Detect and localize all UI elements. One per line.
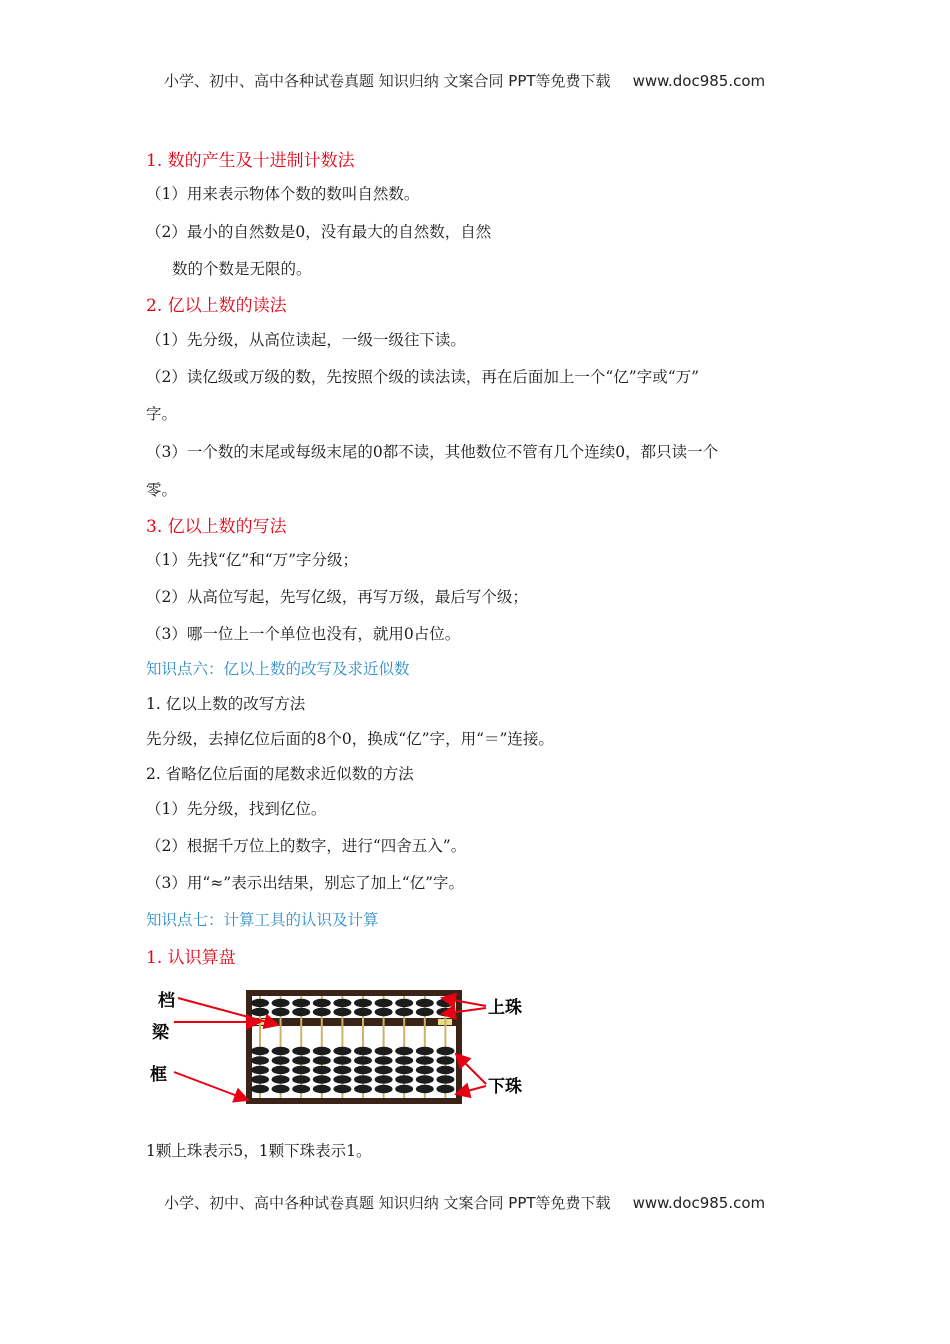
upper-bead [251,1008,269,1016]
k6-point-2: （1）先分级，找到亿位。 [146,800,327,818]
lower-bead [416,1066,434,1074]
s1-point-2: （2）最小的自然数是0，没有最大的自然数，自然 [146,223,492,241]
upper-bead [395,1008,413,1016]
lower-bead [272,1056,290,1064]
lower-bead [395,1047,413,1055]
lower-bead [354,1085,372,1093]
label-frame: 框 [150,1065,167,1085]
lower-bead [333,1075,351,1083]
lower-bead [375,1066,393,1074]
lower-bead [272,1075,290,1083]
lower-bead [292,1056,310,1064]
lower-bead [395,1075,413,1083]
lower-bead [375,1075,393,1083]
s2-point-3: （3）一个数的末尾或每级末尾的0都不读，其他数位不管有几个连续0，都只读一个 [146,443,719,461]
upper-bead [375,999,393,1007]
page-header [164,70,765,91]
k7-point-1: 1颗上珠表示5，1颗下珠表示1。 [146,1142,372,1160]
upper-bead [416,999,434,1007]
upper-bead [272,999,290,1007]
upper-bead [333,1008,351,1016]
lower-bead [313,1056,331,1064]
lower-bead [375,1047,393,1055]
s3-point-2: （2）从高位写起，先写亿级，再写万级，最后写个级； [146,588,528,606]
s2-point-3-cont: 零。 [146,481,178,499]
s2-point-2: （2）读亿级或万级的数，先按照个级的读法读，再在后面加上一个“亿”字或“万” [146,368,700,386]
upper-bead [395,999,413,1007]
upper-bead [272,1008,290,1016]
page-footer [164,1192,765,1213]
s3-point-3: （3）哪一位上一个单位也没有，就用0占位。 [146,625,461,643]
lower-bead [436,1047,454,1055]
header-text: 小学、初中、高中各种试卷真题 知识归纳 文案合同 PPT等免费下载 [164,72,611,90]
upper-bead [313,999,331,1007]
lower-bead [395,1085,413,1093]
lower-bead [292,1066,310,1074]
lower-bead [313,1075,331,1083]
lower-bead [313,1047,331,1055]
section-2-title: 2. 亿以上数的读法 [146,296,287,316]
lower-bead [333,1047,351,1055]
lower-bead [272,1066,290,1074]
lower-bead [395,1056,413,1064]
lower-bead [292,1047,310,1055]
lower-bead [292,1075,310,1083]
k6-heading-1: 1. 亿以上数的改写方法 [146,695,306,713]
lower-bead [436,1056,454,1064]
k6-heading-2: 2. 省略亿位后面的尾数求近似数的方法 [146,765,414,783]
upper-bead [375,1008,393,1016]
lower-bead [354,1066,372,1074]
header-site[interactable]: www.doc985.com [632,72,766,90]
upper-bead [313,1008,331,1016]
label-beam: 梁 [152,1023,169,1043]
lower-bead [333,1056,351,1064]
lower-bead [251,1075,269,1083]
lower-bead [375,1056,393,1064]
k6-point-4: （3）用“≈”表示出结果，别忘了加上“亿”字。 [146,874,465,892]
s1-point-2-cont: 数的个数是无限的。 [172,260,312,278]
label-rod: 档 [158,991,175,1011]
arrow-frame [174,1072,248,1100]
lower-bead [436,1085,454,1093]
lower-bead [416,1056,434,1064]
lower-bead [416,1085,434,1093]
upper-bead [354,1008,372,1016]
lower-bead [272,1085,290,1093]
s2-point-2-cont: 字。 [146,405,178,423]
upper-bead [333,999,351,1007]
lower-bead [354,1047,372,1055]
lower-bead [251,1047,269,1055]
lower-bead [395,1066,413,1074]
lower-bead [313,1085,331,1093]
lower-bead [436,1066,454,1074]
lower-bead [354,1075,372,1083]
lower-bead [354,1056,372,1064]
lower-bead [436,1075,454,1083]
upper-bead [292,999,310,1007]
s2-point-1: （1）先分级，从高位读起，一级一级往下读。 [146,331,466,349]
section-1-title: 1. 数的产生及十进制计数法 [146,151,355,171]
lower-bead [333,1066,351,1074]
footer-text: 小学、初中、高中各种试卷真题 知识归纳 文案合同 PPT等免费下载 [164,1194,611,1212]
lower-bead [333,1085,351,1093]
lower-bead [251,1085,269,1093]
lower-bead [313,1066,331,1074]
k7-heading-1: 1. 认识算盘 [146,948,236,968]
abacus-diagram [150,982,550,1112]
section-3-title: 3. 亿以上数的写法 [146,517,287,537]
lower-bead [251,1066,269,1074]
lower-bead [292,1085,310,1093]
upper-bead [292,1008,310,1016]
label-lower-beads: 下珠 [488,1077,522,1097]
upper-bead [354,999,372,1007]
lower-bead [375,1085,393,1093]
knowledge-6-title: 知识点六：亿以上数的改写及求近似数 [146,660,410,678]
lower-bead [416,1047,434,1055]
abacus-figure [150,982,550,1112]
label-upper-beads: 上珠 [488,998,522,1018]
knowledge-7-title: 知识点七：计算工具的认识及计算 [146,911,379,929]
upper-bead [251,999,269,1007]
lower-bead [251,1056,269,1064]
lower-bead [416,1075,434,1083]
footer-site[interactable]: www.doc985.com [632,1194,766,1212]
s3-point-1: （1）先找“亿”和“万”字分级； [146,551,359,569]
lower-bead [272,1047,290,1055]
upper-bead [416,1008,434,1016]
k6-point-3: （2）根据千万位上的数字，进行“四舍五入”。 [146,837,467,855]
s1-point-1: （1）用来表示物体个数的数叫自然数。 [146,185,420,203]
k6-point-1: 先分级，去掉亿位后面的8个0，换成“亿”字，用“＝”连接。 [146,730,554,748]
